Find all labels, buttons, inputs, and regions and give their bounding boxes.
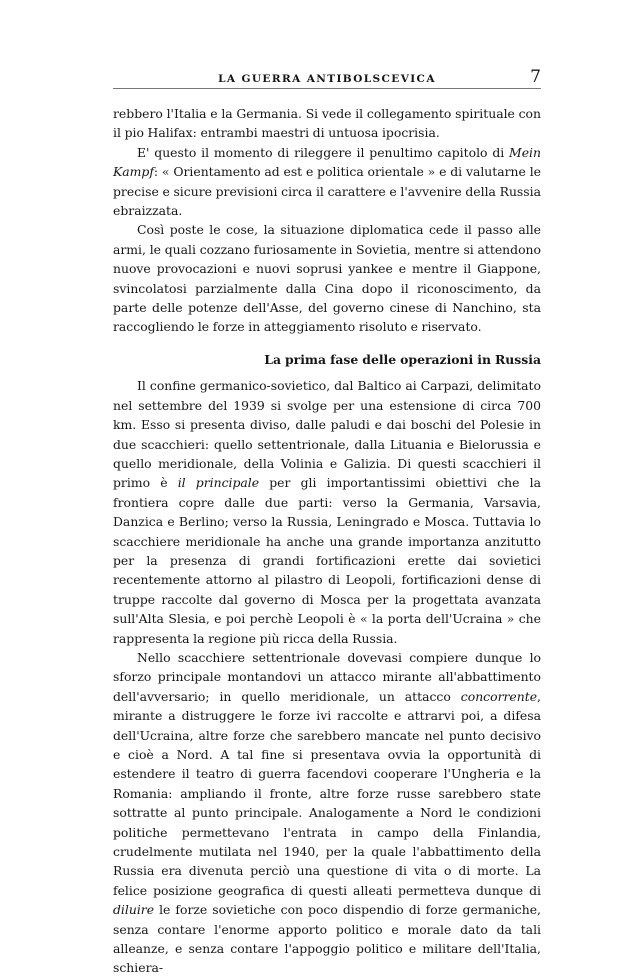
- italic-text: concorrente: [460, 688, 538, 704]
- header-rule: [113, 88, 541, 89]
- page-header: [113, 67, 541, 89]
- text-run: le forze sovietiche con poco dispendio di forze germaniche, senza contare l'enorme apporto politico e morale dato da tali alleanze, e senza contare l'appoggio politico e militare dell'Italia, schiera-: [113, 902, 541, 976]
- text-run: Nello scacchiere settentrionale dovevasi compiere dunque lo sforzo principale montandovi un attacco mirante all'abbattimento dell'avversario; in quello meridionale, un attacco: [113, 649, 541, 704]
- italic-text: diluire: [113, 902, 155, 918]
- italic-text: il principale: [177, 475, 260, 491]
- body-text: [113, 104, 541, 978]
- running-title: LA GUERRA ANTIBOLSCEVICA: [218, 73, 436, 85]
- paragraph: [113, 143, 541, 221]
- text-run: E' questo il momento di rileggere il penultimo capitolo di: [137, 144, 510, 160]
- italic-text: Mein Kampf: [113, 144, 541, 180]
- page-number: 7: [530, 67, 541, 87]
- section-heading: [113, 350, 541, 369]
- text-run: , mirante a distruggere le forze ivi raccolte e attrarvi poi, a difesa dell'Ucraina, altre forze che sarebbero mancate nel punto decisivo e cioè a Nord. A tal fine si presentava ovvia la opportunità di estendere il teatro di guerra facendovi cooperare l'Ungheria e la Romania: ampliando il fronte, altre forze russe sarebbero state sottratte al punto principale. Analogamente a Nord le condizioni politiche permettevano l'entrata in campo della Finlandia, crudelmente mutilata nel 1940, per la quale l'abbattimento della Russia era divenuta perciò una questione di vita o di morte. La felice posizione geografica di questi alleati permetteva dunque di: [113, 688, 541, 898]
- text-run: Così poste le cose, la situazione diplomatica cede il passo alle armi, le quali cozzano furiosamente in Sovietia, mentre si attendono nuove provocazioni e nuovi soprusi yankee e mentre il Giappone, svincolatosi parzialmente dalla Cina dopo il riconoscimento, da parte delle potenze dell'Asse, del governo cinese di Nanchino, sta raccogliendo le forze in atteggiamento risoluto e riservato.: [113, 222, 541, 335]
- text-run: per gli importantissimi obiettivi che la frontiera copre dalle due parti: verso la Germania, Varsavia, Danzica e Berlino; verso la Russia, Leningrado e Mosca. Tuttavia lo scacchiere meridionale ha anche una grande importanza anzitutto per la presenza di grandi fortificazioni erette dai sovietici recentemente attorno al pilastro di Leopoli, fortificazioni dense di truppe raccolte dal governo di Mosca per la progettata avanzata sull'Alta Slesia, e poi perchè Leopoli è « la porta dell'Ucraina » che rappresenta la regione più ricca della Russia.: [113, 475, 541, 646]
- text-run: La prima fase delle operazioni in Russia: [264, 351, 541, 367]
- paragraph: [113, 104, 541, 143]
- paragraph: [113, 648, 541, 978]
- text-run: : « Orientamento ad est e politica orientale » e di valutarne le precise e sicure previsioni circa il carattere e l'avvenire della Russia ebraizzata.: [113, 164, 541, 219]
- text-run: Il confine germanico-sovietico, dal Baltico ai Carpazi, delimitato nel settembre del 1939 si svolge per una estensione di circa 700 km. Esso si presenta diviso, dalle paludi e dai boschi del Polesie in due scacchieri: quello settentrionale, dalla Lituania e Bielorussia e quello meridionale, della Volinia e Galizia. Di questi scacchieri il primo è: [113, 378, 541, 491]
- paragraph: [113, 220, 541, 336]
- text-run: rebbero l'Italia e la Germania. Si vede il collegamento spirituale con il pio Halifax: entrambi maestri di untuosa ipocrisia.: [113, 106, 541, 141]
- paragraph: [113, 376, 541, 648]
